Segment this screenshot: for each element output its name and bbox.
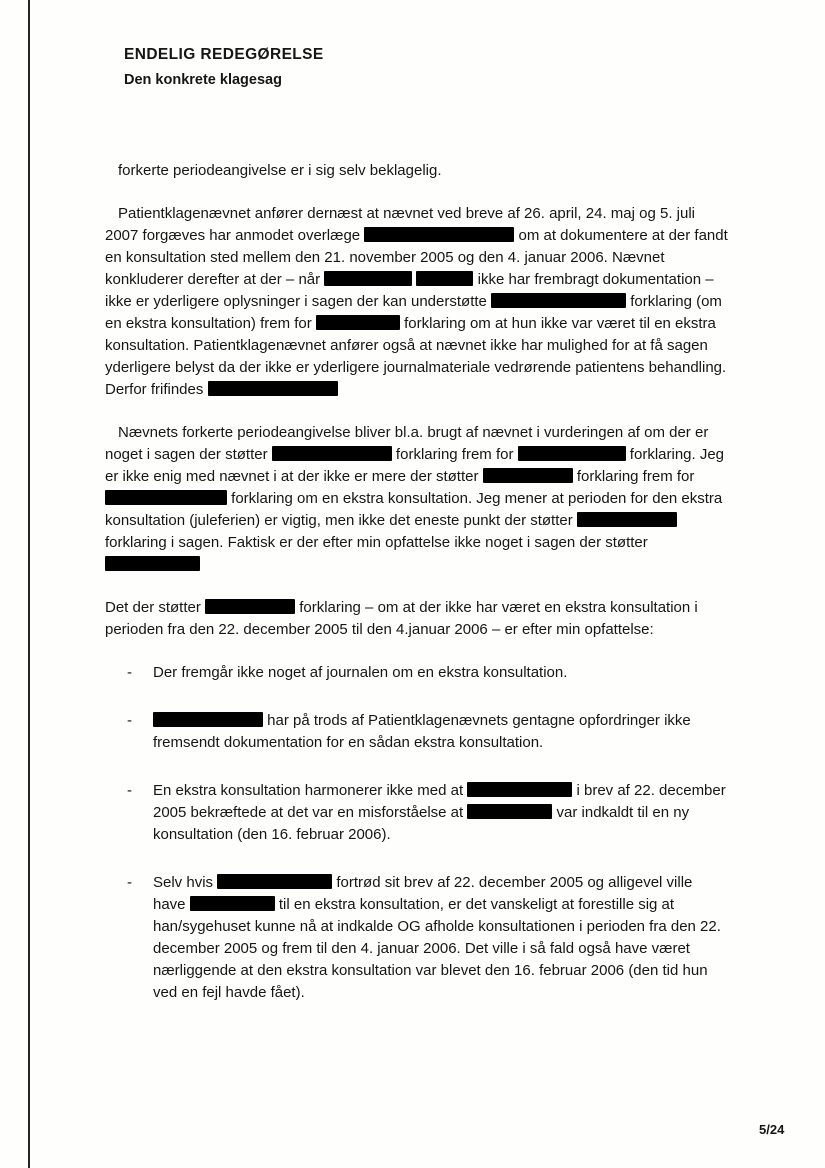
page-number: 5/24 — [759, 1122, 785, 1137]
redaction-bar — [483, 468, 573, 483]
text-run: forklaring om at hun ikke var været til en ekstra konsultation. Patientklagenævnet anfører også at nævnet ikke har mulighed for at få sagen yderligere belyst da der ikke er yderligere journalmateriale vedrørende patientens behandling. Derfor frifindes — [105, 315, 727, 398]
text-run: forklaring i sagen. Faktisk er der efter min opfattelse ikke noget i sagen der støtter — [105, 534, 648, 551]
text-run: om at dokumentere at der fandt en konsultation sted mellem den 21. november 2005 og den 4. januar 2006. Nævnet konkluderer derefter at der – når — [105, 227, 728, 288]
text-run: forklaring om en ekstra konsultation. Jeg mener at perioden for den ekstra konsultation (juleferien) er vigtig, men ikke det eneste punkt der støtter — [105, 490, 723, 529]
text-run: forklaring. Jeg er ikke enig med nævnet i at der ikke er mere der støtter — [105, 446, 725, 485]
redaction-bar — [153, 712, 263, 727]
redaction-bar — [205, 599, 295, 614]
redaction-bar — [105, 556, 200, 571]
list-dash-marker: - — [127, 664, 132, 681]
redaction-bar — [364, 227, 514, 242]
text-run: har på trods af Patientklagenævnets gentagne opfordringer ikke fremsendt dokumentation for en sådan ekstra konsultation. — [153, 712, 691, 751]
redaction-bar — [324, 271, 412, 286]
document-subtitle: Den konkrete klagesag — [124, 72, 282, 88]
redaction-bar — [491, 293, 626, 308]
redaction-bar — [416, 271, 473, 286]
list-item-text — [153, 710, 729, 754]
bullet-list — [127, 662, 729, 1004]
document-body — [105, 160, 729, 1030]
redaction-bar — [190, 896, 275, 911]
list-item-text — [153, 780, 729, 846]
redaction-bar — [272, 446, 392, 461]
redaction-bar — [217, 874, 332, 889]
redaction-bar — [105, 490, 227, 505]
text-run: fortrød sit brev af 22. december 2005 og alligevel ville have — [153, 874, 693, 913]
text-run: forklaring frem for — [572, 468, 695, 485]
list-item — [127, 710, 729, 754]
document-title: ENDELIG REDEGØRELSE — [124, 46, 324, 63]
document-header — [124, 44, 324, 91]
paragraph — [105, 597, 729, 641]
scan-edge-line — [28, 0, 30, 1168]
paragraph — [105, 422, 729, 576]
redaction-bar — [518, 446, 626, 461]
paragraph — [105, 160, 729, 182]
text-run: forklaring (om en ekstra konsultation) frem for — [105, 293, 722, 332]
text-run: Der fremgår ikke noget af journalen om en ekstra konsultation. — [153, 664, 568, 681]
text-run: forklaring frem for — [391, 446, 518, 463]
list-item-text — [153, 662, 729, 684]
redaction-bar — [208, 381, 338, 396]
text-run: Patientklagenævnet anfører dernæst at nævnet ved breve af 26. april, 24. maj og 5. juli 2007 forgæves har anmodet overlæge — [105, 205, 695, 244]
list-item-text — [153, 872, 729, 1004]
list-dash-marker: - — [127, 874, 132, 891]
text-run: Nævnets forkerte periodeangivelse bliver bl.a. brugt af nævnet i vurderingen af om der er noget i sagen der støtter — [105, 424, 709, 463]
text-run: forklaring – om at der ikke har været en ekstra konsultation i perioden fra den 22. december 2005 til den 4.januar 2006 – er efter min opfattelse: — [105, 599, 698, 638]
text-run: i brev af 22. december 2005 bekræftede at det var en misforståelse at — [153, 782, 726, 821]
list-item — [127, 780, 729, 846]
redaction-bar — [577, 512, 677, 527]
text-run: En ekstra konsultation harmonerer ikke med at — [153, 782, 468, 799]
paragraph — [105, 203, 729, 401]
text-run: ikke har frembragt dokumentation – ikke er yderligere oplysninger i sagen der kan understøtte — [105, 271, 714, 310]
redaction-bar — [467, 782, 572, 797]
list-dash-marker: - — [127, 782, 132, 799]
text-run: til en ekstra konsultation, er det vanskeligt at forestille sig at han/sygehuset kunne nå at indkalde OG afholde konsultationen i perioden fra den 22. december 2005 og frem til den 4. januar 2006. Det ville i så fald også have været nærliggende at den ekstra konsultation var blevet den 16. februar 2006 (den tid hun ved en fejl havde fået). — [153, 896, 721, 1001]
text-run: Selv hvis — [153, 874, 218, 891]
list-dash-marker: - — [127, 712, 132, 729]
redaction-bar — [467, 804, 552, 819]
text-run: Det der støtter — [105, 599, 206, 616]
redaction-bar — [316, 315, 400, 330]
list-item — [127, 662, 729, 684]
list-item — [127, 872, 729, 1004]
text-run: forkerte periodeangivelse er i sig selv beklagelig. — [118, 162, 442, 179]
text-run: var indkaldt til en ny konsultation (den 16. februar 2006). — [153, 804, 690, 843]
